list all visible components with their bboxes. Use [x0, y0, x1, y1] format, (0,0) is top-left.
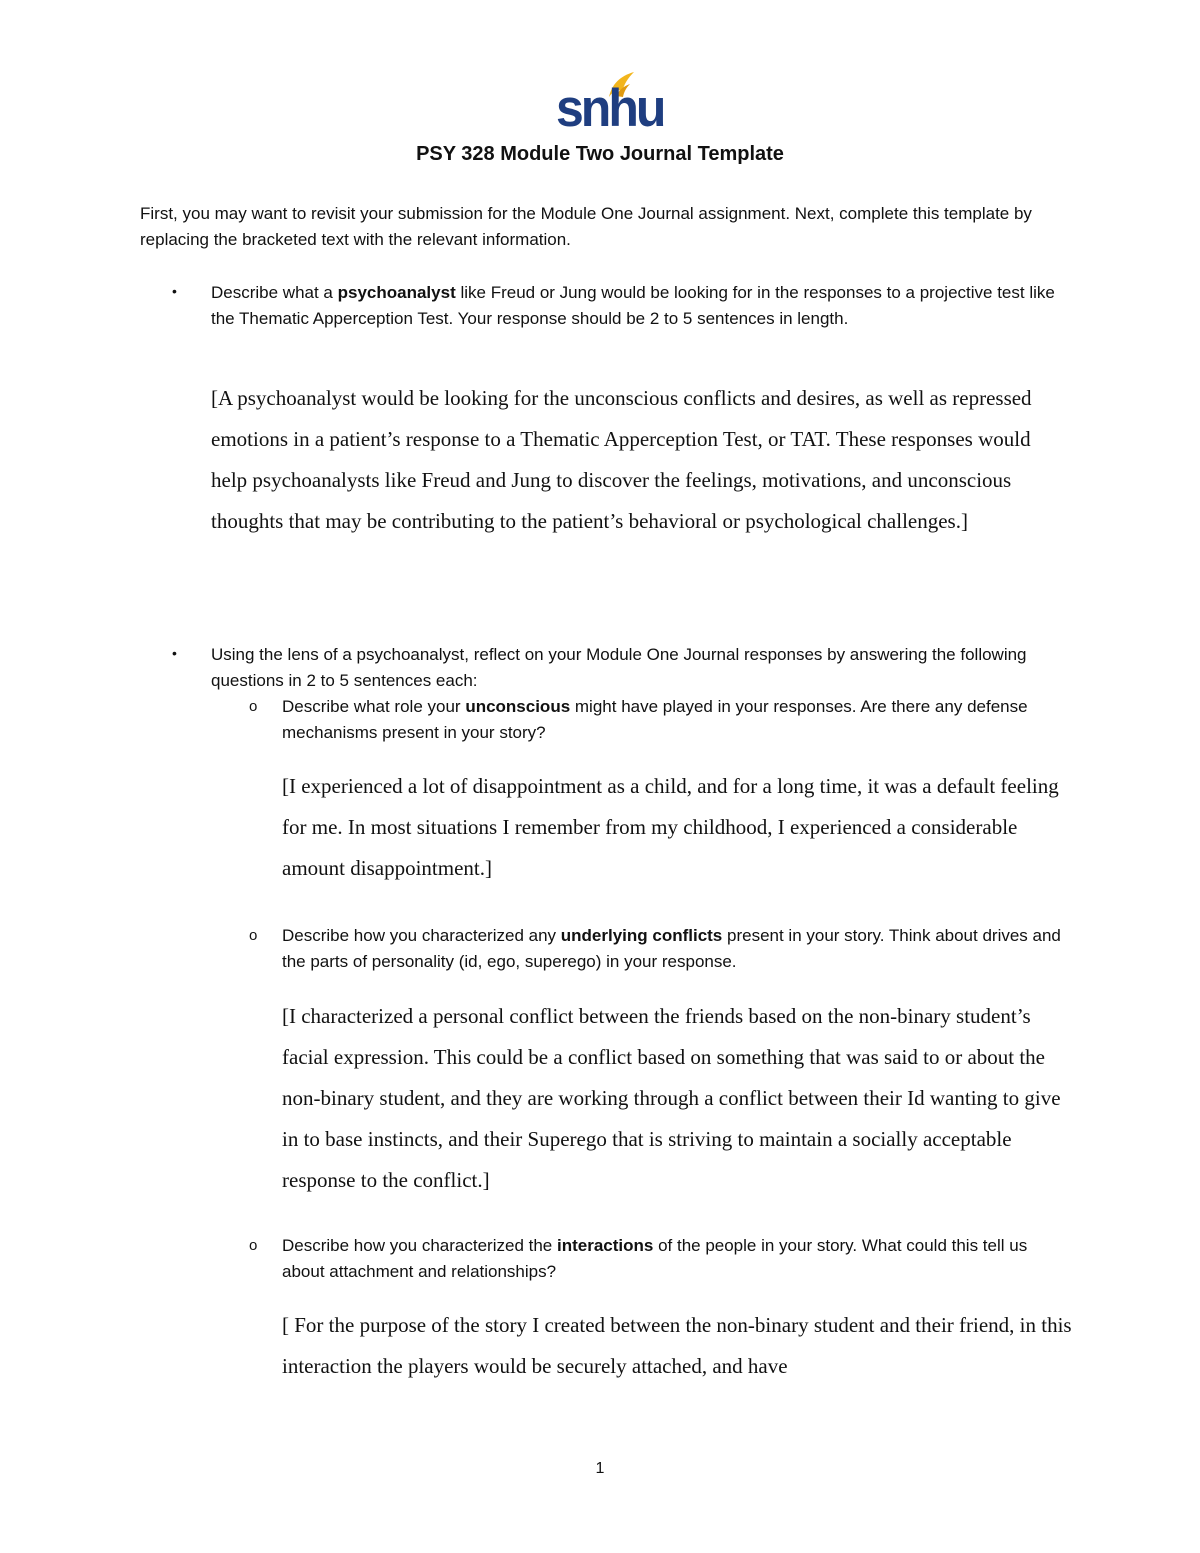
question-1-keyword: psychoanalyst	[337, 283, 456, 302]
sub-question-1-after: might have played in your responses. Are there any defense mechanisms present in your story?	[282, 697, 1028, 742]
answer-1: [A psychoanalyst would be looking for the unconscious conflicts and desires, as well as repressed emotions in a patient’s response to a Thematic Apperception Test, or TAT. These responses would help psychoanalysts like Freud and Jung to discover the feelings, motivations, and unconscious thoughts that may be contributing to the patient’s behavioral or psychological challenges.]	[211, 386, 1032, 533]
bullet-2: •	[172, 645, 177, 661]
sub-answer-1: [I experienced a lot of disappointment as a child, and for a long time, it was a default feeling for me. In most situations I remember from my childhood, I experienced a considerable amount disappointment.]	[282, 774, 1059, 880]
question-2: Using the lens of a psychoanalyst, reflect on your Module One Journal responses by answering the following questions in 2 to 5 sentences each:	[211, 645, 1027, 690]
sub-bullet-3: o	[249, 1237, 258, 1254]
sub-question-2-keyword: underlying conflicts	[560, 926, 723, 945]
page-number: 1	[595, 1460, 605, 1477]
snhu-logo	[553, 70, 664, 138]
bullet-1: •	[172, 283, 177, 299]
sub-question-1-keyword: unconscious	[465, 697, 571, 716]
sub-bullet-2: o	[249, 927, 258, 944]
question-1-before: Describe what a	[211, 283, 338, 302]
logo-wordmark: snhu	[556, 78, 664, 138]
sub-question-2-after: present in your story. Think about drives and the parts of personality (id, ego, superego) in your response.	[282, 926, 1061, 971]
sub-question-2-before: Describe how you characterized any	[282, 926, 561, 945]
question-1-after: like Freud or Jung would be looking for in the responses to a projective test like the Thematic Apperception Test. Your response should be 2 to 5 sentences in length.	[211, 283, 1055, 328]
sub-question-1-before: Describe what role your	[282, 697, 466, 716]
page-title: PSY 328 Module Two Journal Template	[416, 143, 784, 165]
sub-question-1	[282, 694, 1072, 746]
sub-question-3-after: of the people in your story. What could this tell us about attachment and relationships?	[282, 1236, 1028, 1281]
question-1	[211, 280, 1071, 332]
sub-bullet-1: o	[249, 698, 258, 715]
intro-paragraph: First, you may want to revisit your submission for the Module One Journal assignment. Next, complete this template by replacing the bracketed text with the relevant information.	[140, 204, 1032, 249]
sub-question-3-keyword: interactions	[556, 1236, 654, 1255]
sub-answer-3: [ For the purpose of the story I created between the non-binary student and their friend, in this interaction the players would be securely attached, and have	[282, 1313, 1072, 1378]
sub-question-3-before: Describe how you characterized the	[282, 1236, 557, 1255]
sub-answer-2: [I characterized a personal conflict between the friends based on the non-binary student’s facial expression. This could be a conflict based on something that was said to or about the non-binary student, and they are working through a conflict between their Id wanting to give in to base instincts, and their Superego that is striving to maintain a socially acceptable response to the conflict.]	[282, 1004, 1061, 1192]
sub-question-2	[282, 923, 1072, 975]
sub-question-3	[282, 1233, 1072, 1285]
